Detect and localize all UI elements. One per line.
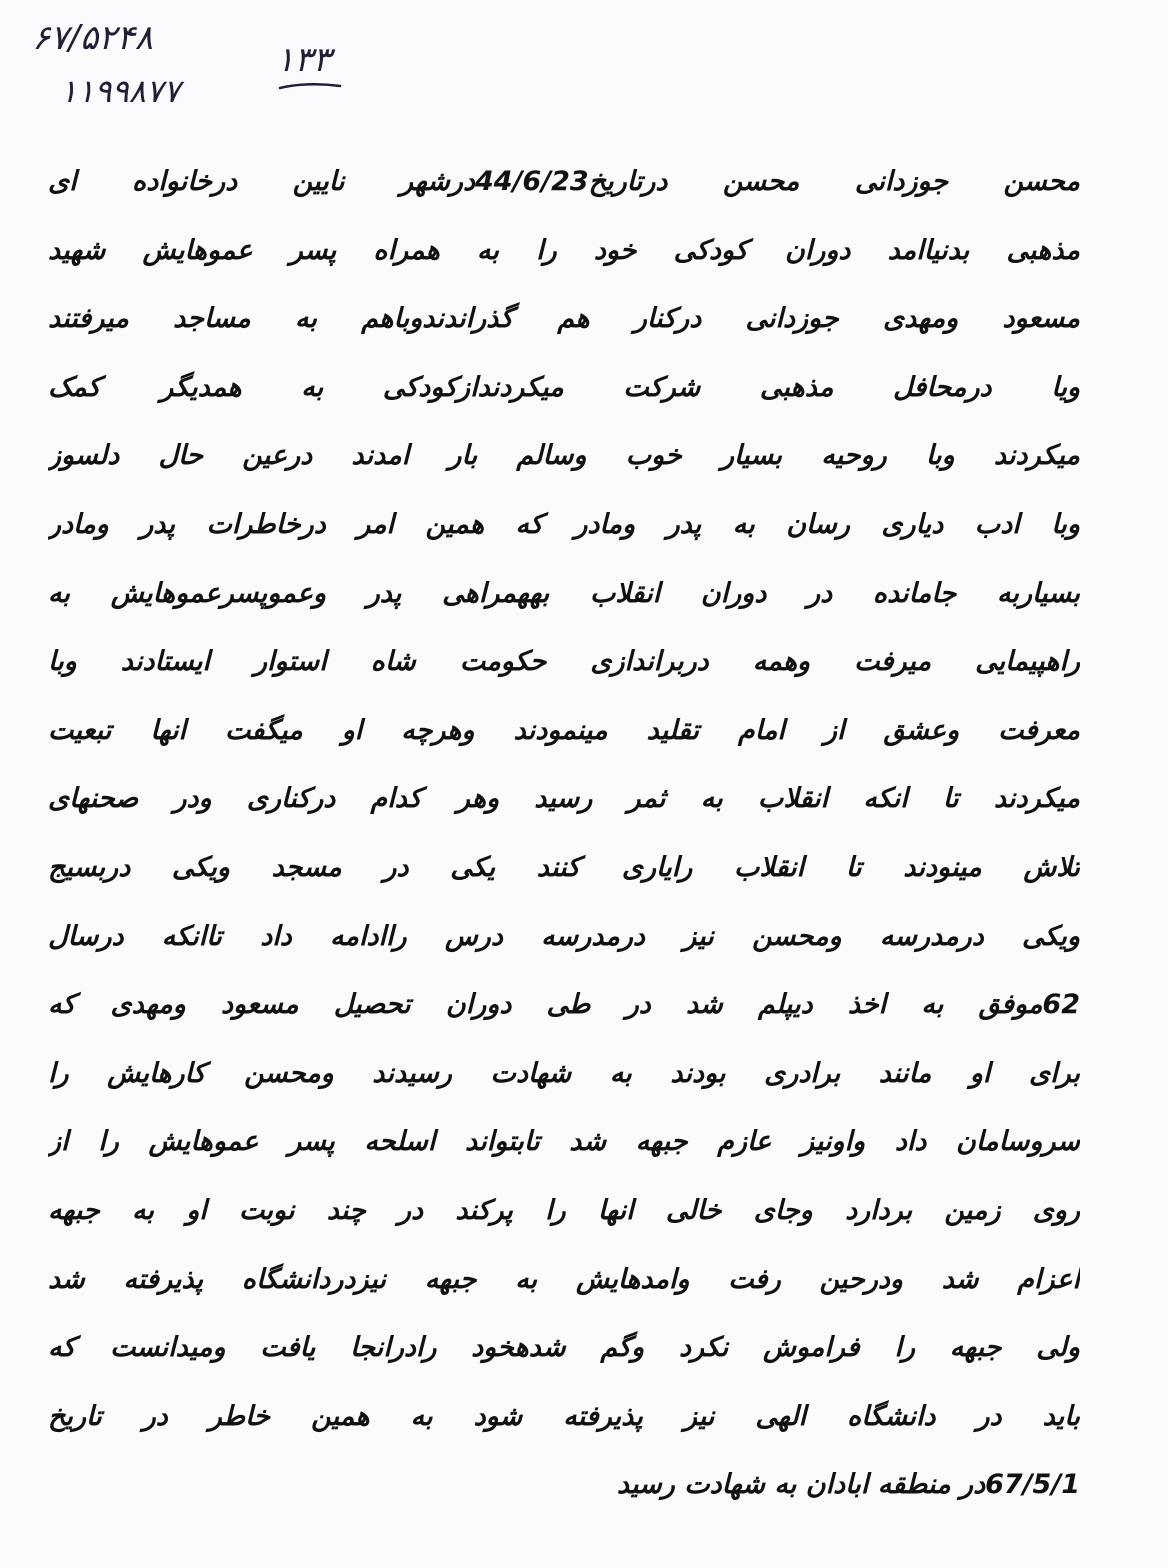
body-line: 67/5/1در منطقه ابادان به شهادت رسید xyxy=(616,1469,1080,1501)
body-line: محسن جوزدانی محسن درتاریخ44/6/23درشهر نایین درخانواده ای xyxy=(48,166,1080,197)
body-line: بسیاربه جامانده در دوران انقلاب بههمراهی پدر وعموپسرعموهایش به xyxy=(48,577,1080,609)
body-line: مذهبی بدنیاامد دوران کودکی خود را به همراه پسر عموهایش شهید xyxy=(48,234,1080,266)
body-line: باید در دانشگاه الهی نیز پذیرفته شود به همین خاطر در تاریخ xyxy=(48,1400,1080,1432)
handwritten-reference-number-1: ۶۷/۵۲۴۸ xyxy=(32,18,154,58)
body-line: روی زمین بردارد وجای خالی انها را پرکند در چند نوبت او به جبهه xyxy=(48,1194,1080,1226)
body-line: معرفت وعشق از امام تقلید مینمودند وهرچه او میگفت انها تبعیت xyxy=(48,714,1080,746)
handwritten-reference-number-2: ۱۱۹۹۸۷۷ xyxy=(60,72,181,110)
body-line: سروسامان داد واونیز عازم جبهه شد تابتواند اسلحه پسر عموهایش را از xyxy=(48,1126,1080,1158)
body-line: ویکی درمدرسه ومحسن نیز درمدرسه درس راادامه داد تاانکه درسال xyxy=(48,920,1080,952)
body-line: وبا ادب دیاری رسان به پدر ومادر که همین امر درخاطرات پدر ومادر xyxy=(48,508,1080,540)
body-line: 62موفق به اخذ دیپلم شد در طی دوران تحصیل مسعود ومهدی که xyxy=(48,989,1080,1021)
body-line: تلاش مینودند تا انقلاب رایاری کنند یکی در مسجد ویکی دربسیج xyxy=(48,851,1080,883)
body-line: اعزام شد ودرحین رفت وامدهایش به جبهه نیزدردانشگاه پذیرفته شد xyxy=(48,1263,1080,1295)
body-line: راهپیمایی میرفت وهمه دربراندازی حکومت شاه استوار ایستادند وبا xyxy=(48,646,1080,678)
body-line: میکردند وبا روحیه بسیار خوب وسالم بار امدند درعین حال دلسوز xyxy=(48,440,1080,472)
body-text xyxy=(48,148,1080,1520)
handwritten-page-number: ۱۳۳ xyxy=(276,40,331,80)
body-line: ویا درمحافل مذهبی شرکت میکردندازکودکی به همدیگر کمک xyxy=(48,371,1080,403)
body-line: میکردند تا انکه انقلاب به ثمر رسید وهر کدام درکناری ودر صحنهای xyxy=(48,783,1080,815)
body-line: برای او مانند برادری بودند به شهادت رسیدند ومحسن کارهایش را xyxy=(48,1057,1080,1089)
body-line: ولی جبهه را فراموش نکرد وگم شدهخود رادرانجا یافت ومیدانست که xyxy=(48,1332,1080,1364)
page-number-underline xyxy=(278,80,342,92)
body-line: مسعود ومهدی جوزدانی درکنار هم گذراندندوباهم به مساجد میرفتند xyxy=(48,303,1080,335)
